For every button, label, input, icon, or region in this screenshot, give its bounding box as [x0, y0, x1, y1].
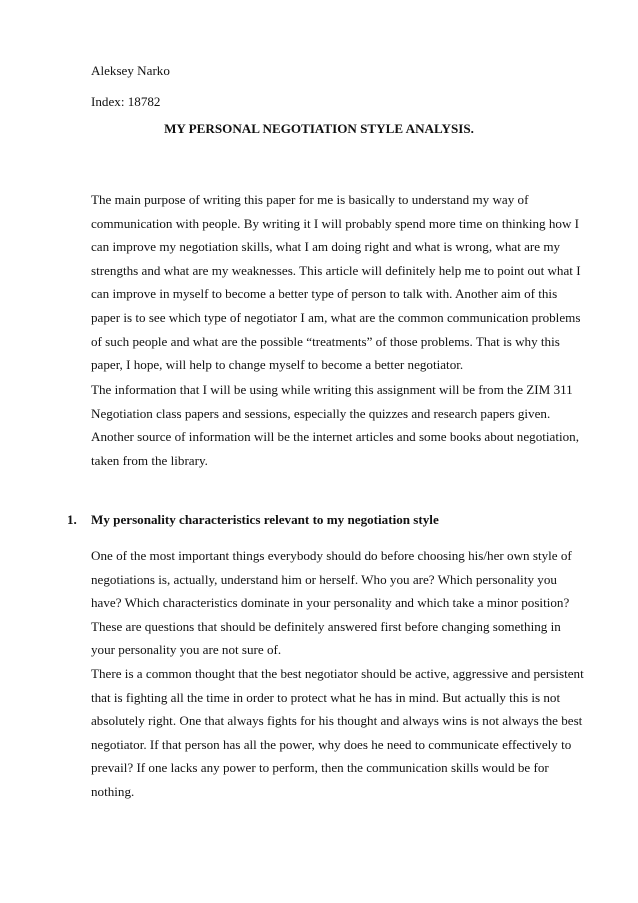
paragraph-line: prevail? If one lacks any power to perform, then the communication skills would be for [91, 760, 549, 776]
paragraph-line: nothing. [91, 783, 135, 799]
paragraph-line: paper is to see which type of negotiator I am, what are the common communication problems [91, 309, 581, 325]
index-number: Index: 18782 [91, 94, 161, 109]
section-1-paragraph-1 [91, 544, 572, 662]
paragraph-line: absolutely right. One that always fights for his thought and always wins is not always the best [91, 713, 583, 729]
paragraph-line: negotiator. If that person has all the power, why does he need to communicate effectively to [91, 736, 572, 752]
paragraph-line: There is a common thought that the best negotiator should be active, aggressive and persistent [91, 666, 584, 681]
section-heading-text: My personality characteristics relevant to my negotiation style [91, 512, 439, 527]
paragraph-line: taken from the library. [91, 452, 208, 468]
paragraph-line: The information that I will be using while writing this assignment will be from the ZIM 311 [91, 382, 573, 397]
paragraph-line: negotiations is, actually, understand him or herself. Who you are? Which personality you [91, 571, 557, 587]
paragraph-line: paper, I hope, will help to change myself to become a better negotiator. [91, 357, 464, 373]
paragraph-line: can improve my negotiation skills, what I am doing right and what is wrong, what are my [91, 239, 561, 255]
author-name: Aleksey Narko [91, 63, 170, 78]
paragraph-line: have? Which characteristics dominate in your personality and which take a minor position? [91, 595, 570, 611]
intro-paragraph-1 [91, 188, 581, 377]
paragraph-line: These are questions that should be definitely answered first before changing something in [91, 618, 561, 634]
paragraph-line: that is fighting all the time in order to protect what he has in mind. But actually this is not [91, 689, 561, 705]
paragraph-line: communication with people. By writing it I will probably spend more time on thinking how I [91, 215, 580, 231]
section-heading [67, 512, 439, 528]
paragraph-line: Negotiation class papers and sessions, especially the quizzes and research papers given. [91, 405, 551, 421]
paragraph-line: One of the most important things everybody should do before choosing his/her own style of [91, 548, 572, 563]
paragraph-line: of such people and what are the possible “treatments” of those problems. That is why this [91, 333, 560, 349]
paragraph-line: The main purpose of writing this paper for me is basically to understand my way of [91, 192, 529, 207]
paragraph-line: can improve in myself to become a better type of person to talk with. Another aim of this [91, 286, 558, 302]
paragraph-line: Another source of information will be the internet articles and some books about negotiation, [91, 429, 579, 445]
intro-paragraph-2 [91, 378, 579, 472]
document-title: MY PERSONAL NEGOTIATION STYLE ANALYSIS. [164, 121, 474, 136]
paragraph-line: your personality you are not sure of. [91, 642, 282, 658]
section-number: 1. [67, 512, 77, 527]
section-1-paragraph-2 [91, 662, 584, 804]
paragraph-line: strengths and what are my weaknesses. This article will definitely help me to point out what I [91, 262, 581, 278]
